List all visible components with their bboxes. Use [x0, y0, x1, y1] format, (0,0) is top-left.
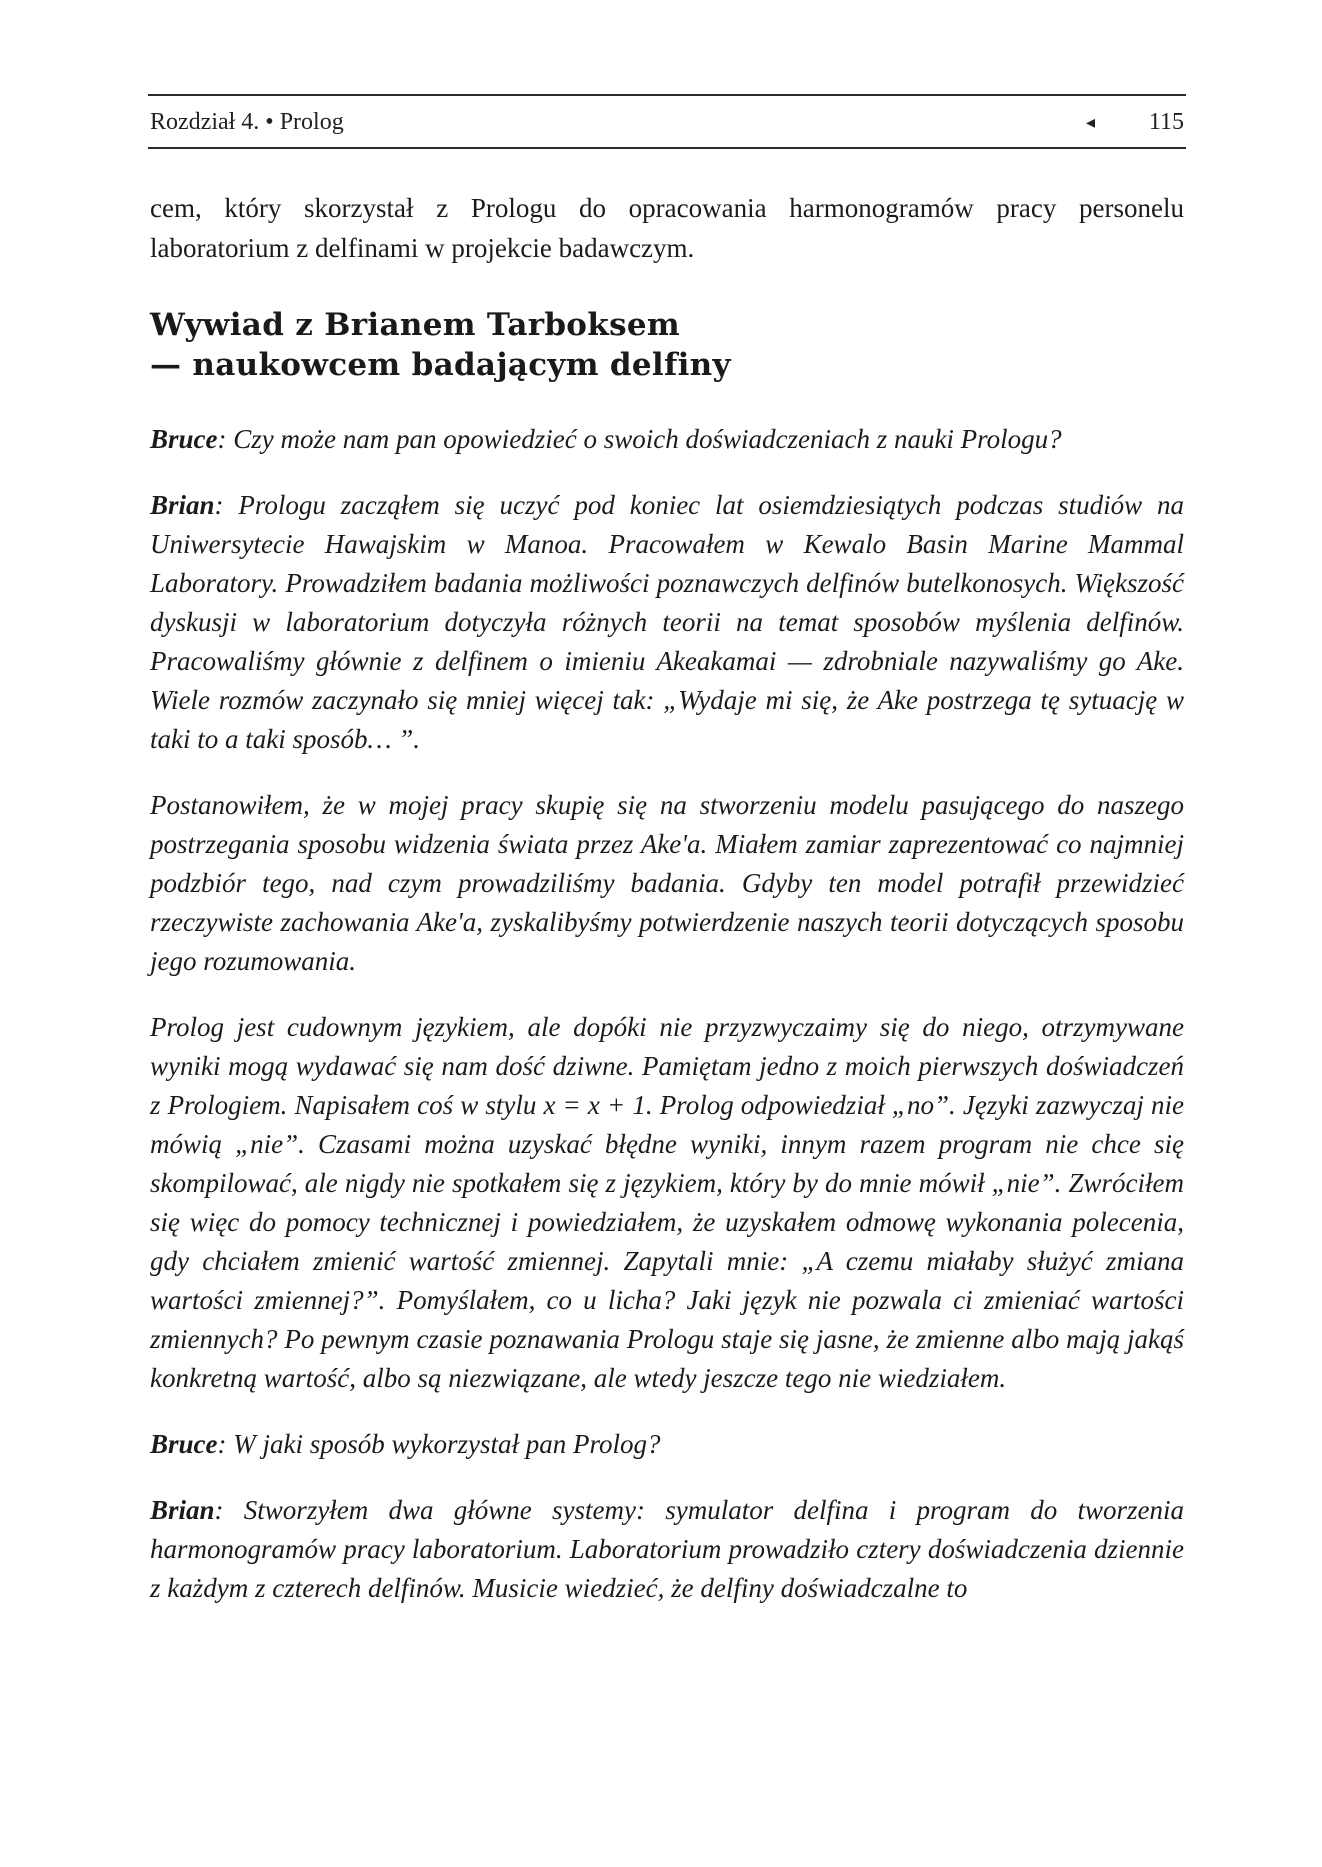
dialog-text: Stworzyłem dwa główne systemy: symulator delfina i program do tworzenia harmonogramów pracy laboratorium. Laboratorium prowadziło cztery doświadczenia dziennie z każdym z czterech delfinów. Musicie wiedzieć, że delfiny doświadczalne to: [150, 1495, 1184, 1603]
page-body: [150, 188, 1184, 1635]
dialog-paragraph: [150, 1008, 1184, 1398]
running-head: [150, 104, 1184, 140]
dialog-text: Prolog jest cudownym językiem, ale dopóki nie przyzwyczaimy się do niego, otrzymywane wyniki mogą wydawać się nam dość dziwne. Pamiętam jedno z moich pierwszych doświadczeń z Prologiem. Napisałem coś w stylu x = x + 1. Prolog odpowiedział „no”. Języki zazwyczaj nie mówią „nie”. Czasami można uzyskać błędne wyniki, innym razem program nie chce się skompilować, ale nigdy nie spotkałem się z językiem, który by do mnie mówił „nie”. Zwróciłem się więc do pomocy technicznej i powiedziałem, że uzyskałem odmowę wykonania polecenia, gdy chciałem zmienić wartość zmiennej. Zapytali mnie: „A czemu miałaby służyć zmiana wartości zmiennej?”. Pomyślałem, co u licha? Jaki język nie pozwala ci zmieniać wartości zmiennych? Po pewnym czasie poznawania Prologu staje się jasne, że zmienne albo mają jakąś konkretną wartość, albo są niezwiązane, ale wtedy jeszcze tego nie wiedziałem.: [150, 1012, 1184, 1393]
dialog-text: Czy może nam pan opowiedzieć o swoich doświadczeniach z nauki Prologu?: [233, 424, 1062, 454]
speaker-name: Brian: [150, 490, 215, 520]
speaker-separator: :: [217, 1429, 234, 1459]
dialog-paragraph: [150, 786, 1184, 981]
header-rule-bottom: [148, 147, 1186, 149]
speaker-name: Brian: [150, 1495, 215, 1525]
left-arrow-icon: ◂: [1086, 112, 1096, 132]
section-heading: [150, 305, 1184, 385]
dialog-text: Prologu zacząłem się uczyć pod koniec lat osiemdziesiątych podczas studiów na Uniwersytecie Hawajskim w Manoa. Pracowałem w Kewalo Basin Marine Mammal Laboratory. Prowadziłem badania możliwości poznawczych delfinów butelkonosych. Większość dyskusji w laboratorium dotyczyła różnych teorii na temat sposobów myślenia delfinów. Pracowaliśmy głównie z delfinem o imieniu Akeakamai — zdrobniale nazywaliśmy go Ake. Wiele rozmów zaczynało się mniej więcej tak: „Wydaje mi się, że Ake postrzega tę sytuację w taki to a taki sposób… ”.: [150, 490, 1184, 754]
dialog-paragraph: [150, 486, 1184, 759]
speaker-name: Bruce: [150, 1429, 218, 1459]
intro-paragraph: cem, który skorzystał z Prologu do opracowania harmonogramów pracy personelu laboratorium z delfinami w projekcie badawczym.: [150, 193, 1184, 263]
dialog-paragraph: [150, 1491, 1184, 1608]
speaker-separator: :: [214, 490, 239, 520]
chapter-title: Rozdział 4. • Prolog: [150, 109, 344, 135]
speaker-separator: :: [217, 424, 234, 454]
dialog-text: W jaki sposób wykorzystał pan Prolog?: [233, 1429, 661, 1459]
header-rule-top: [148, 94, 1186, 96]
section-heading-line-1: Wywiad z Brianem Tarboksem: [150, 307, 680, 343]
page-number: 115: [1148, 109, 1184, 135]
section-heading-line-2: — naukowcem badającym delfiny: [150, 347, 731, 383]
speaker-name: Bruce: [150, 424, 218, 454]
dialog-paragraph: [150, 420, 1184, 459]
dialog-paragraph: [150, 1425, 1184, 1464]
dialog-text: Postanowiłem, że w mojej pracy skupię się na stworzeniu modelu pasującego do naszego postrzegania sposobu widzenia świata przez Ake'a. Miałem zamiar zaprezentować co najmniej podzbiór tego, nad czym prowadziliśmy badania. Gdyby ten model potrafił przewidzieć rzeczywiste zachowania Ake'a, zyskalibyśmy potwierdzenie naszych teorii dotyczących sposobu jego rozumowania.: [150, 790, 1184, 976]
speaker-separator: :: [214, 1495, 244, 1525]
